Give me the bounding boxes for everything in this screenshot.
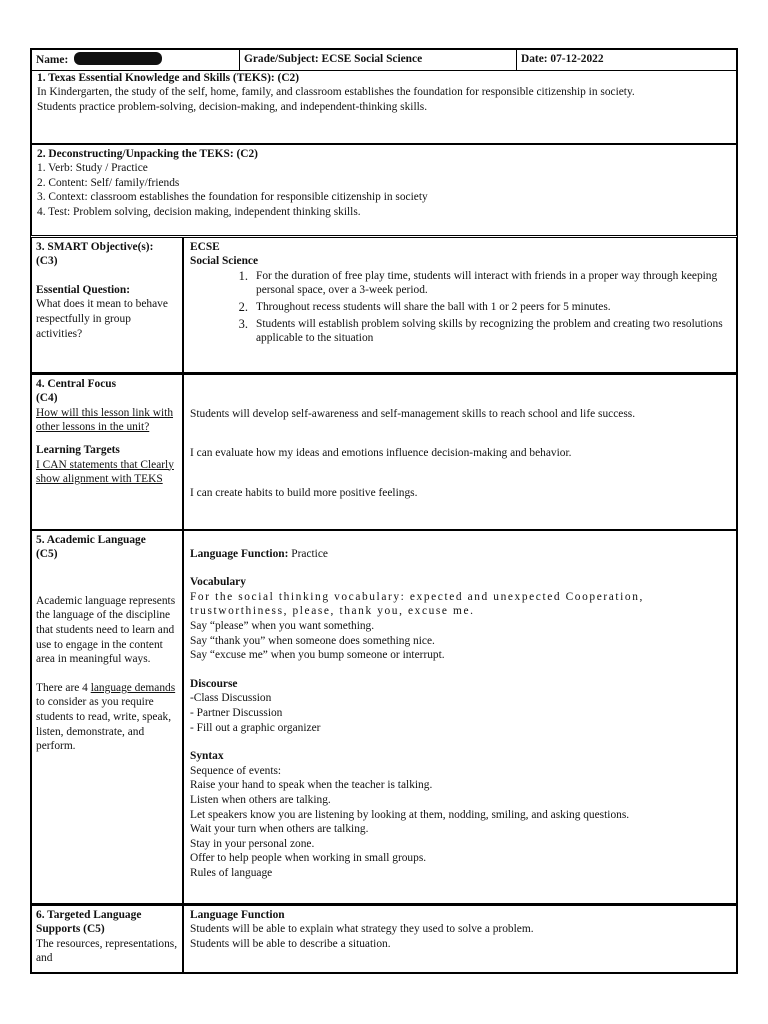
central-focus-code: (C4) [36, 392, 58, 405]
unpack-title: 2. Deconstructing/Unpacking the TEKS: (C2) [37, 147, 258, 160]
smart-right-subtitle: Social Science [190, 255, 259, 268]
targeted-supports-row [32, 905, 736, 972]
syntax-item: Wait your turn when others are talking. [190, 823, 369, 836]
objectives-list [190, 269, 732, 346]
name-label: Name: [36, 54, 69, 66]
grade-subject-cell: Grade/Subject: ECSE Social Science [240, 50, 517, 70]
teks-title: 1. Texas Essential Knowledge and Skills (TEKS): (C2) [37, 71, 300, 84]
unpack-item: 3. Context: classroom establishes the foundation for responsible citizenship in society [37, 191, 428, 204]
targeted-supports-right [184, 906, 736, 972]
teks-line-2: Students practice problem-solving, decision-making, and independent-thinking skills. [37, 100, 428, 113]
lesson-plan-sheet [30, 48, 738, 974]
date-cell: Date: 07-12-2022 [521, 53, 604, 65]
objective-item: 2. Throughout recess students will share the ball with 1 or 2 peers for 5 minutes. [238, 299, 611, 314]
header-table [30, 48, 738, 235]
targeted-supports-desc: The resources, representations, and [36, 937, 178, 965]
learning-targets-title: Learning Targets [36, 443, 120, 456]
syntax-item: Rules of language [190, 866, 273, 879]
targeted-item: Students will be able to describe a situation. [190, 937, 391, 950]
academic-language-title: 5. Academic Language [36, 533, 146, 546]
essential-question-text: What does it mean to behave respectfully in group activities? [36, 298, 168, 340]
focus-statement: Students will develop self-awareness and self-management skills to reach school and life success. [190, 407, 636, 420]
discourse-item: - Partner Discussion [190, 706, 283, 719]
unpack-item: 2. Content: Self/ family/friends [37, 176, 180, 189]
central-focus-right [184, 375, 736, 529]
smart-left [32, 238, 184, 372]
central-focus-left [32, 375, 184, 529]
discourse-item: - Fill out a graphic organizer [190, 721, 321, 734]
academic-language-right [184, 531, 736, 903]
lesson-link-question: How will this lesson link with other lessons in the unit? [36, 406, 174, 434]
discourse-item: -Class Discussion [190, 692, 272, 705]
language-function: Language Function: Practice [190, 547, 328, 560]
objective-item: 3. Students will establish problem solving skills by recognizing the problem and creating two resolutions applicable to the situation [238, 316, 723, 345]
targeted-supports-left [32, 906, 184, 972]
syntax-item: Sequence of events: [190, 764, 282, 777]
unpack-item: 4. Test: Problem solving, decision making, independent thinking skills. [37, 205, 361, 218]
syntax-item: Let speakers know you are listening by looking at them, nodding, smiling, and asking questions. [190, 808, 630, 821]
syntax-item: Raise your hand to speak when the teacher is talking. [190, 779, 433, 792]
smart-title: 3. SMART Objective(s): [36, 240, 154, 253]
targeted-lf-title: Language Function [190, 908, 285, 921]
teks-line-1: In Kindergarten, the study of the self, home, family, and classroom establishes the foundation for responsible citizenship in society. [37, 86, 635, 99]
syntax-item: Listen when others are talking. [190, 793, 331, 806]
redacted-name [74, 52, 162, 65]
targeted-supports-title: 6. Targeted Language Supports (C5) [36, 908, 142, 936]
name-cell [32, 50, 240, 70]
targeted-item: Students will be able to explain what strategy they used to solve a problem. [190, 923, 534, 936]
vocabulary-line: For the social thinking vocabulary: expected and unexpected Cooperation, [190, 590, 644, 603]
smart-row [32, 238, 736, 374]
vocabulary-item: Say “excuse me” when you bump someone or interrupt. [190, 649, 445, 662]
vocabulary-line: trustworthiness, please, thank you, excuse me. [190, 605, 475, 618]
unpack-item: 1. Verb: Study / Practice [37, 162, 148, 175]
central-focus-title: 4. Central Focus [36, 377, 117, 390]
vocabulary-item: Say “thank you” when someone does something nice. [190, 634, 435, 647]
language-demands-link: language demands [90, 681, 176, 694]
teks-section [32, 71, 736, 145]
vocabulary-item: Say “please” when you want something. [190, 619, 375, 632]
objective-item: 1. For the duration of free play time, students will interact with friends in a proper way through keeping personal space, over a 3-week period. [238, 268, 718, 297]
academic-language-desc: Academic language represents the language of the discipline that students need to learn and use to engage in the content area in meaningful ways. [36, 594, 176, 666]
unpack-section [32, 145, 736, 235]
focus-statement: I can create habits to build more positive feelings. [190, 486, 418, 499]
syntax-title: Syntax [190, 750, 224, 763]
smart-code: (C3) [36, 255, 58, 268]
main-table [30, 235, 738, 974]
syntax-item: Stay in your personal zone. [190, 837, 315, 850]
language-demands-text: There are 4 language demands to consider as you require students to read, write, speak, listen, demonstrate, and perform. [36, 681, 176, 753]
discourse-title: Discourse [190, 677, 238, 690]
academic-language-code: (C5) [36, 548, 58, 561]
focus-statement: I can evaluate how my ideas and emotions influence decision-making and behavior. [190, 447, 572, 460]
syntax-item: Offer to help people when working in small groups. [190, 852, 427, 865]
header-row [32, 50, 736, 71]
vocabulary-title: Vocabulary [190, 576, 246, 589]
smart-right-title: ECSE [190, 240, 220, 253]
smart-right [184, 238, 736, 372]
academic-language-row [32, 531, 736, 905]
essential-question-title: Essential Question: [36, 283, 130, 296]
central-focus-row [32, 374, 736, 531]
academic-language-left [32, 531, 184, 903]
learning-targets-text: I CAN statements that Clearly show alignment with TEKS [36, 458, 174, 486]
